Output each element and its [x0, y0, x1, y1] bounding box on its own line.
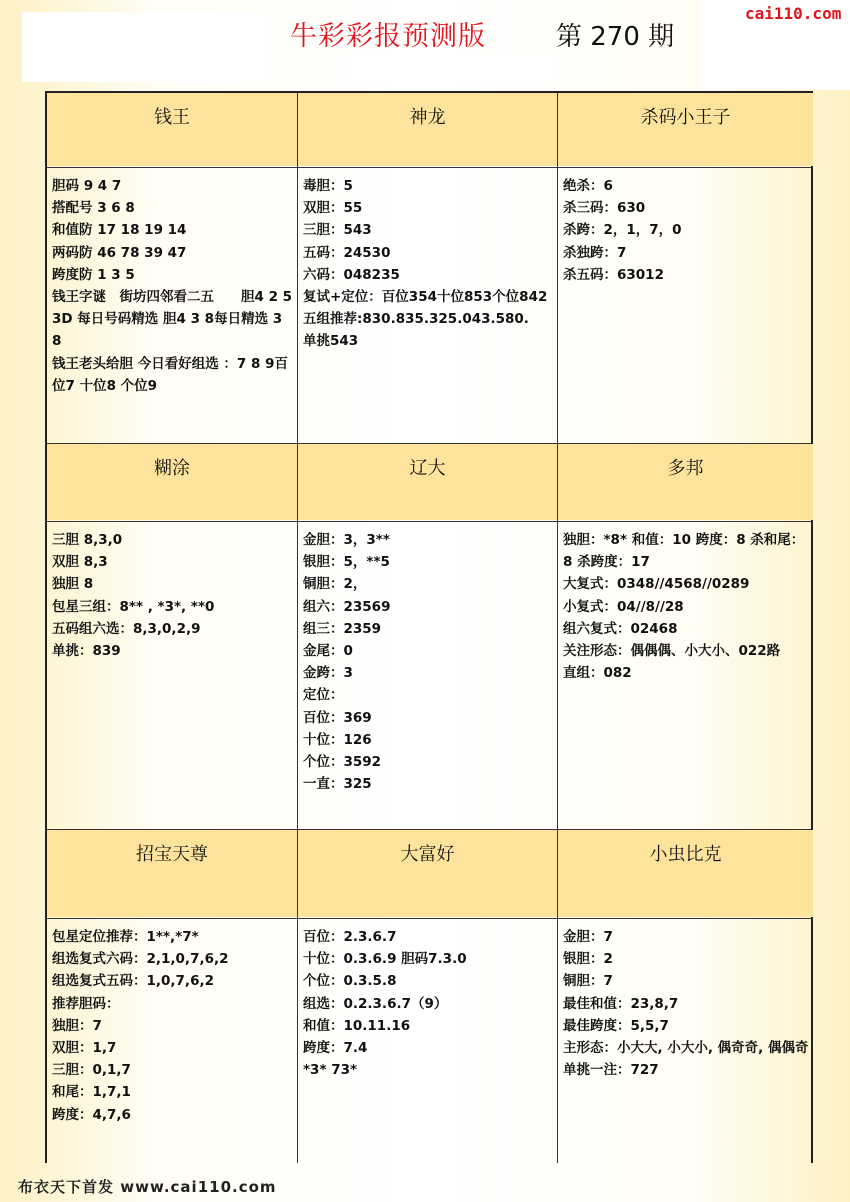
prediction-line: 杀跨：2，1，7，0 [563, 222, 682, 239]
prediction-line: 百位：2.3.6.7 [303, 929, 397, 945]
prediction-line: 组选复式六码：2,1,0,7,6,2 [52, 951, 229, 968]
prediction-line: 金胆：3，3** [303, 532, 390, 548]
prediction-line: 3D 每日号码精选 胆4 3 8每日精选 3 8 [52, 311, 283, 350]
prediction-line: 银胆：5，**5 [303, 554, 390, 571]
panel-body [298, 522, 557, 828]
prediction-line: 关注形态：偶偶偶、小大小、022路 [563, 643, 781, 660]
prediction-line: 搭配号 3 6 8 [52, 200, 135, 217]
panel-body [47, 522, 297, 828]
footer-credit: 布衣天下首发 www.cai110.com [18, 1178, 277, 1196]
prediction-line: 组六复式：02468 [563, 620, 678, 637]
prediction-line: 个位：3592 [303, 754, 382, 771]
prediction-line: 大复式：0348//4568//0289 [563, 576, 750, 593]
prediction-line: 单挑543 [303, 333, 359, 350]
prediction-line: 跨度：4,7,6 [52, 1106, 131, 1123]
prediction-line: 两码防 46 78 39 47 [52, 244, 187, 261]
panel-body [558, 168, 813, 442]
prediction-line: 一直：325 [303, 776, 372, 793]
prediction-line: 独胆：*8* 和值：10 跨度：8 杀和尾：8 杀跨度：17 [563, 532, 805, 571]
panel-body [298, 168, 557, 442]
prediction-line: 定位： [303, 687, 344, 704]
prediction-line: 组选复式五码：1,0,7,6,2 [52, 973, 214, 990]
prediction-line: 百位：369 [303, 709, 372, 726]
prediction-line: 包星定位推荐：1**,*7* [52, 929, 199, 945]
prediction-line: 毒胆：5 [303, 178, 353, 194]
prediction-line: 十位：0.3.6.9 胆码7.3.0 [303, 951, 467, 968]
prediction-line: 复试+定位：百位354十位853个位842 [303, 289, 548, 306]
prediction-line: 三胆：0,1,7 [52, 1062, 131, 1079]
prediction-line: 独胆：7 [52, 1017, 102, 1034]
prediction-line: 跨度：7.4 [303, 1040, 368, 1057]
panel-title: 大富好 [298, 830, 557, 917]
prediction-line: 杀五码：63012 [563, 266, 664, 283]
panel-body [47, 168, 297, 442]
prediction-line: 五组推荐:830.835.325.043.580. [303, 311, 529, 328]
prediction-line: 独胆 8 [52, 576, 94, 593]
prediction-line: 单挑一注：727 [563, 1062, 659, 1079]
prediction-line: 单挑：839 [52, 643, 121, 660]
panel-body [558, 919, 813, 1163]
prediction-line: 铜胆：7 [563, 973, 613, 990]
prediction-line: 十位：126 [303, 731, 372, 748]
prediction-line: 胆码 9 4 7 [52, 178, 122, 194]
panel-title: 小虫比克 [558, 830, 813, 917]
panel-title: 钱王 [47, 93, 297, 166]
prediction-line: 双胆 8,3 [52, 554, 108, 571]
prediction-line: 和尾：1,7,1 [52, 1084, 131, 1101]
blank-area-center [348, 56, 558, 84]
prediction-line: 最佳跨度：5,5,7 [563, 1017, 669, 1034]
prediction-line: 推荐胆码： [52, 995, 120, 1012]
prediction-line: 五码组六选：8,3,0,2,9 [52, 620, 201, 637]
panel-title: 招宝天尊 [47, 830, 297, 917]
panel-title: 神龙 [298, 93, 557, 166]
prediction-line: 组三：2359 [303, 620, 382, 637]
prediction-line: 金尾：0 [303, 643, 353, 660]
prediction-line: 个位：0.3.5.8 [303, 973, 397, 990]
prediction-line: 银胆：2 [563, 951, 613, 968]
site-logo[interactable]: cai110.com [745, 4, 842, 23]
panel-title: 辽大 [298, 444, 557, 520]
blank-area-left [22, 12, 268, 82]
prediction-line: 六码：048235 [303, 266, 400, 283]
prediction-line: 杀三码：630 [563, 200, 646, 217]
prediction-line: 组六：23569 [303, 598, 391, 615]
prediction-line: 金胆：7 [563, 929, 613, 945]
panel-body [47, 919, 297, 1163]
prediction-line: 绝杀：6 [563, 178, 613, 194]
prediction-line: 和值：10.11.16 [303, 1017, 411, 1034]
prediction-line: 最佳和值：23,8,7 [563, 995, 679, 1012]
prediction-line: 包星三组：8** , *3*, **0 [52, 598, 215, 615]
prediction-line: 双胆：1,7 [52, 1040, 117, 1057]
prediction-line: 直组：082 [563, 665, 632, 682]
prediction-line: 钱王老头给胆 今日看好组选 ：7 8 9百位7 十位8 个位9 [52, 355, 288, 394]
prediction-line: 三胆：543 [303, 222, 372, 239]
prediction-line: 和值防 17 18 19 14 [52, 222, 187, 239]
prediction-line: *3* 73* [303, 1062, 358, 1079]
page-title: 牛彩彩报预测版 [290, 21, 486, 52]
panel-body [298, 919, 557, 1163]
prediction-line: 组选：0.2.3.6.7（9） [303, 995, 448, 1012]
prediction-line: 主形态：小大大, 小大小, 偶奇奇, 偶偶奇 [563, 1040, 809, 1057]
prediction-line: 跨度防 1 3 5 [52, 266, 135, 283]
prediction-line: 钱王字谜 街坊四邻看二五 胆4 2 5 [52, 289, 293, 306]
issue-number: 第 270 期 [556, 22, 675, 52]
panel-title: 杀码小王子 [558, 93, 813, 166]
panel-title: 糊涂 [47, 444, 297, 520]
panel-body [558, 522, 813, 828]
prediction-line: 三胆 8,3,0 [52, 532, 123, 548]
prediction-line: 小复式：04//8//28 [563, 598, 684, 615]
prediction-line: 杀独跨：7 [563, 244, 627, 261]
prediction-line: 铜胆：2， [303, 576, 367, 593]
panel-title: 多邦 [558, 444, 813, 520]
prediction-line: 金跨：3 [303, 665, 353, 682]
prediction-line: 五码：24530 [303, 244, 391, 261]
prediction-line: 双胆：55 [303, 200, 363, 217]
